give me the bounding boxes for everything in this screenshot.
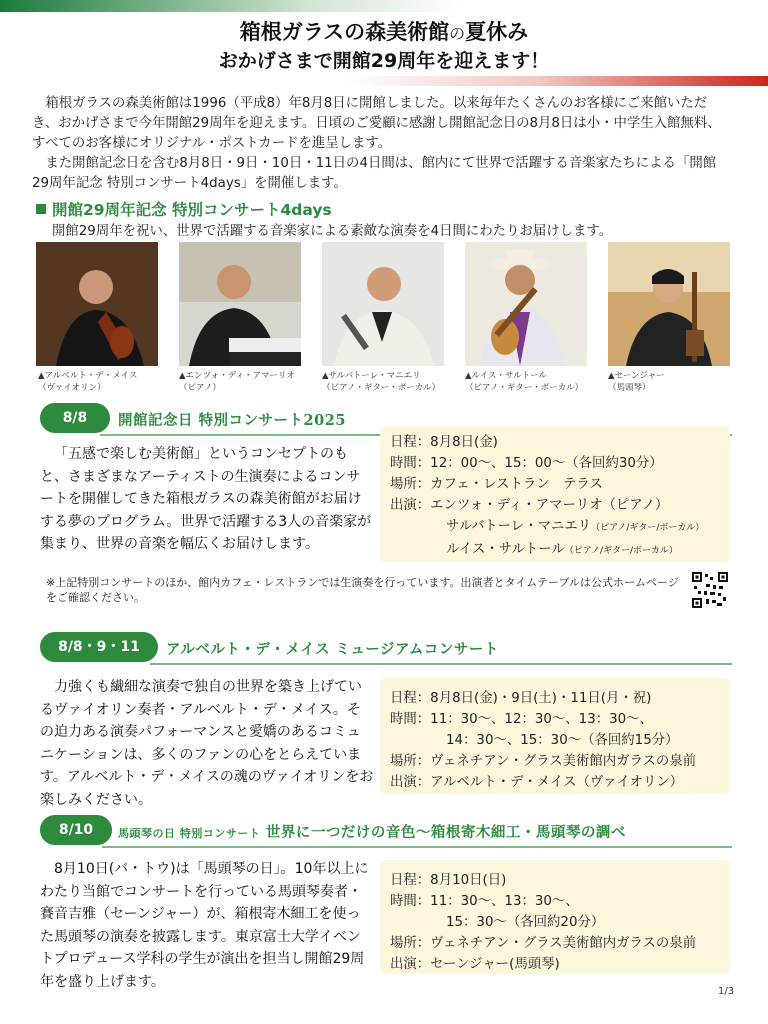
concert-4days-heading: [36, 198, 332, 220]
photo-violinist: [36, 242, 158, 366]
page-subtitle: おかげさまで開館29周年を迎えます！: [218, 50, 550, 72]
section2-cast: 出演：アルベルト・デ・メイス（ヴァイオリン）: [390, 775, 684, 790]
section2-title: アルベルト・デ・メイス ミュージアムコンサート: [166, 641, 499, 658]
intro-text: [32, 94, 732, 194]
caption-performer-5: ▲セーンジャー （馬頭琴）: [608, 371, 665, 393]
performer-photos: [36, 242, 732, 367]
section3-title: [118, 821, 626, 842]
section1-title: 開館記念日 特別コンサート2025: [118, 412, 346, 429]
date-badge-8-8-9-11: 8/8・9・11: [40, 632, 158, 662]
section3-info-box: [380, 860, 730, 974]
section1-date: 日程：8月8日(金): [390, 435, 498, 450]
square-bullet-icon: [36, 204, 46, 214]
section3-time-1: 時間：11：30～、13：30～、: [390, 894, 579, 909]
qr-code[interactable]: [692, 572, 728, 608]
section2-time-1: 時間：11：30～、12：30～、13：30～、: [390, 712, 653, 727]
section1-place: 場所：カフェ・レストラン テラス: [390, 477, 603, 492]
caption-performer-4: ▲ルイス・サルトール （ピアノ・ギター・ボーカル）: [465, 371, 584, 393]
section3-date: 日程：8月10日(日): [390, 873, 507, 888]
top-gradient-bar: [0, 0, 768, 12]
date-badge-8-10: 8/10: [40, 815, 112, 845]
section2-date: 日程：8月8日(金)・9日(土)・11日(月・祝): [390, 691, 652, 706]
title-particle: の: [449, 24, 466, 43]
section1-body: 「五感で楽しむ美術館」というコンセプトのもと、さまざまなアーティストの生演奏によるコンサートを開催してきた箱根ガラスの森美術館がお届けする夢のプログラム。世界で活躍する3人の音楽家が集まり、世界の音楽を幅広くお届けします。: [40, 446, 372, 552]
title-suffix: 夏休み: [465, 19, 529, 44]
section2-time-2: 14：30～、15：30～（各回約15分）: [446, 733, 679, 748]
date-badge-8-8: 8/8: [40, 403, 110, 433]
section1-cast-2: サルバトーレ・マニエリ（ピアノ/ギター/ボーカル）: [446, 519, 705, 534]
section1-note: ※上記特別コンサートのほか、館内カフェ・レストランでは生演奏を行っています。出演者とタイムテーブルは公式ホームページをご確認ください。: [46, 576, 679, 604]
section3-cast: 出演：セーンジャー(馬頭琴): [390, 957, 560, 972]
section3-time-2: 15：30～（各回約20分）: [446, 915, 605, 930]
section3-title-main: 世界に一つだけの音色～箱根寄木細工・馬頭琴の調べ: [265, 824, 626, 841]
page-number: 1/3: [718, 986, 735, 997]
section3-place: 場所：ヴェネチアン・グラス美術館内ガラスの泉前: [390, 936, 697, 951]
section1-time: 時間：12：00～、15：00～（各回約30分）: [390, 456, 663, 471]
section2-divider: [150, 663, 732, 665]
title-main: 箱根ガラスの森美術館: [239, 19, 450, 44]
section1-cast-1: 出演：エンツォ・ディ・アマーリオ（ピアノ）: [390, 498, 669, 513]
red-gradient-bar: [0, 76, 768, 86]
caption-performer-3: ▲サルバトーレ・マニエリ （ピアノ・ギター・ボーカル）: [322, 371, 441, 393]
photo-morin-khuur-player: [608, 242, 730, 366]
caption-performer-1: ▲アルベルト・デ・メイス （ヴァイオリン）: [38, 371, 138, 393]
photo-pianist: [179, 242, 301, 366]
photo-singer: [322, 242, 444, 366]
section1-info-box: [380, 426, 730, 562]
section3-title-small: 馬頭琴の日 特別コンサート: [118, 827, 261, 840]
intro-paragraph-1: 箱根ガラスの森美術館は1996（平成8）年8月8日に開館しました。以来毎年たくさんのお客様にご来館いただき、おかげさまで今年開館29周年を迎えます。日頃のご愛顧に感謝し開館記念日の8月8日は小・中学生入館無料、すべてのお客様にオリジナル・ポストカードを進呈します。: [32, 96, 721, 151]
section2-info-box: [380, 678, 730, 794]
photo-guitarist: [465, 242, 587, 366]
page-title: [0, 16, 768, 46]
section3-body: 8月10日(バ・トウ)は「馬頭琴の日」。10年以上にわたり当館でコンサートを行っている馬頭琴奏者・賽音吉雅（セーンジャー）が、箱根寄木細工を使った馬頭琴の演奏を披露します。東京富士大学イベントプロデュース学科の学生が演出を担当し開館29周年を盛り上げます。: [40, 861, 369, 990]
intro-paragraph-2: また開館記念日を含む8月8日・9日・10日・11日の4日間は、館内にて世界で活躍する音楽家たちによる「開館29周年記念 特別コンサート4days」を開催します。: [32, 156, 717, 191]
section3-divider: [102, 846, 732, 848]
section1-cast-3: ルイス・サルトール（ピアノ/ギター/ボーカル）: [446, 542, 678, 557]
caption-performer-2: ▲エンツォ・ディ・アマーリオ （ピアノ）: [179, 371, 295, 393]
section2-body: 力強くも繊細な演奏で独自の世界を築き上げているヴァイオリン奏者・アルベルト・デ・メイス。その迫力ある演奏パフォーマンスと愛嬌のあるコミュニケーションは、多くのファンの心をとらえています。アルベルト・デ・メイスの魂のヴァイオリンをお楽しみください。: [40, 679, 374, 808]
concert-4days-heading-text: 開館29周年記念 特別コンサート4days: [52, 201, 332, 219]
section2-place: 場所：ヴェネチアン・グラス美術館内ガラスの泉前: [390, 754, 697, 769]
concert-4days-text: 開館29周年を祝い、世界で活躍する音楽家による素敵な演奏を4日間にわたりお届けします。: [52, 224, 613, 239]
